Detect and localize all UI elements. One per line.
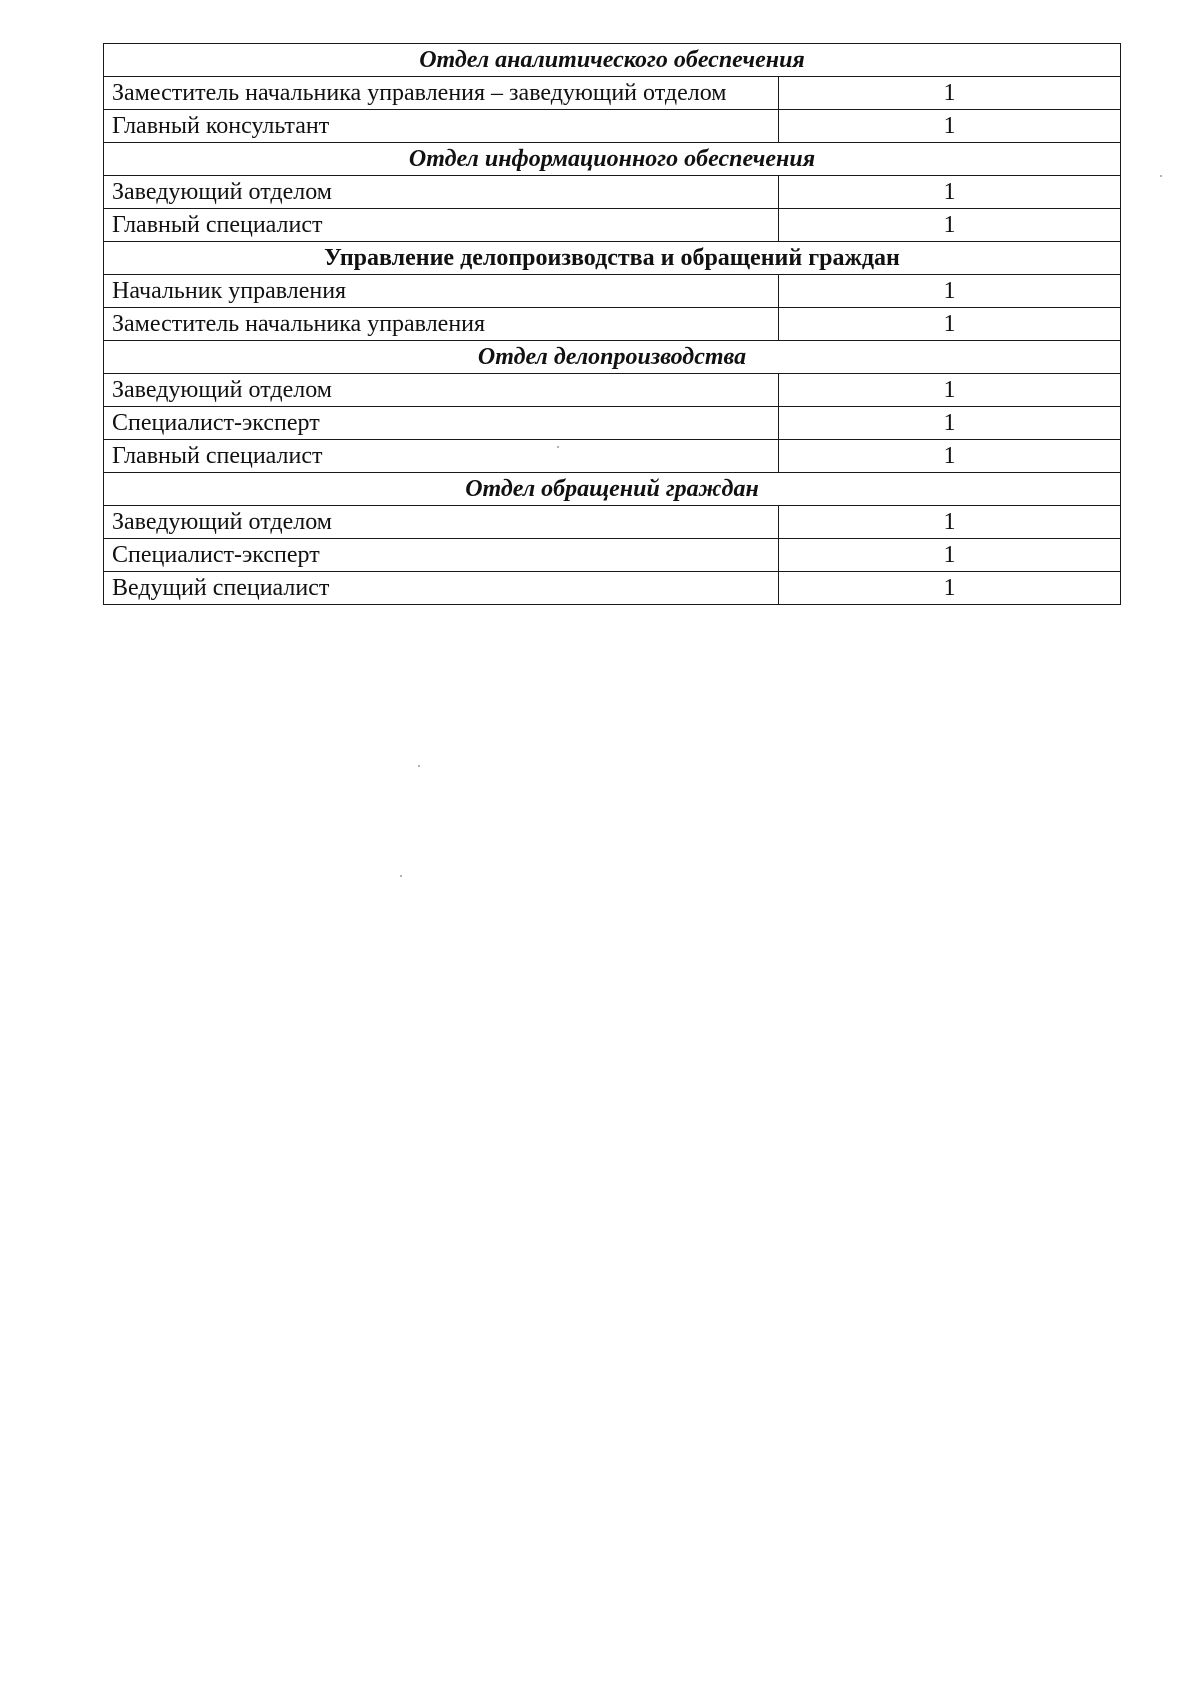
staff-positions-table — [103, 43, 1121, 605]
section-header-row — [104, 341, 1121, 374]
scan-speck — [418, 765, 420, 767]
position-name: Заместитель начальника управления — [104, 308, 779, 341]
position-name: Главный специалист — [104, 209, 779, 242]
scan-speck — [400, 875, 402, 877]
section-title: Отдел аналитического обеспечения — [104, 44, 1121, 77]
position-count: 1 — [779, 110, 1121, 143]
scan-speck — [1160, 175, 1162, 177]
position-count: 1 — [779, 539, 1121, 572]
section-title: Отдел делопроизводства — [104, 341, 1121, 374]
position-name: Главный консультант — [104, 110, 779, 143]
position-count: 1 — [779, 275, 1121, 308]
table-row — [104, 77, 1121, 110]
table-row — [104, 407, 1121, 440]
table-row — [104, 539, 1121, 572]
position-name: Специалист-эксперт — [104, 407, 779, 440]
position-count: 1 — [779, 209, 1121, 242]
section-title: Управление делопроизводства и обращений граждан — [104, 242, 1121, 275]
section-header-row — [104, 242, 1121, 275]
position-count: 1 — [779, 77, 1121, 110]
position-count: 1 — [779, 374, 1121, 407]
position-name: Заведующий отделом — [104, 506, 779, 539]
table-row — [104, 110, 1121, 143]
position-name: Начальник управления — [104, 275, 779, 308]
position-name: Заведующий отделом — [104, 176, 779, 209]
position-count: 1 — [779, 308, 1121, 341]
section-header-row — [104, 473, 1121, 506]
position-name: Главный специалист — [104, 440, 779, 473]
table-row — [104, 374, 1121, 407]
position-count: 1 — [779, 572, 1121, 605]
position-count: 1 — [779, 440, 1121, 473]
table-row — [104, 176, 1121, 209]
section-title: Отдел обращений граждан — [104, 473, 1121, 506]
table-row — [104, 440, 1121, 473]
position-name: Ведущий специалист — [104, 572, 779, 605]
table-row — [104, 506, 1121, 539]
position-name: Специалист-эксперт — [104, 539, 779, 572]
table-row — [104, 572, 1121, 605]
scan-speck — [557, 446, 559, 448]
section-title: Отдел информационного обеспечения — [104, 143, 1121, 176]
table-row — [104, 275, 1121, 308]
section-header-row — [104, 44, 1121, 77]
position-count: 1 — [779, 407, 1121, 440]
position-count: 1 — [779, 506, 1121, 539]
position-name: Заместитель начальника управления – заведующий отделом — [104, 77, 779, 110]
position-name: Заведующий отделом — [104, 374, 779, 407]
table-row — [104, 308, 1121, 341]
section-header-row — [104, 143, 1121, 176]
table-row — [104, 209, 1121, 242]
position-count: 1 — [779, 176, 1121, 209]
